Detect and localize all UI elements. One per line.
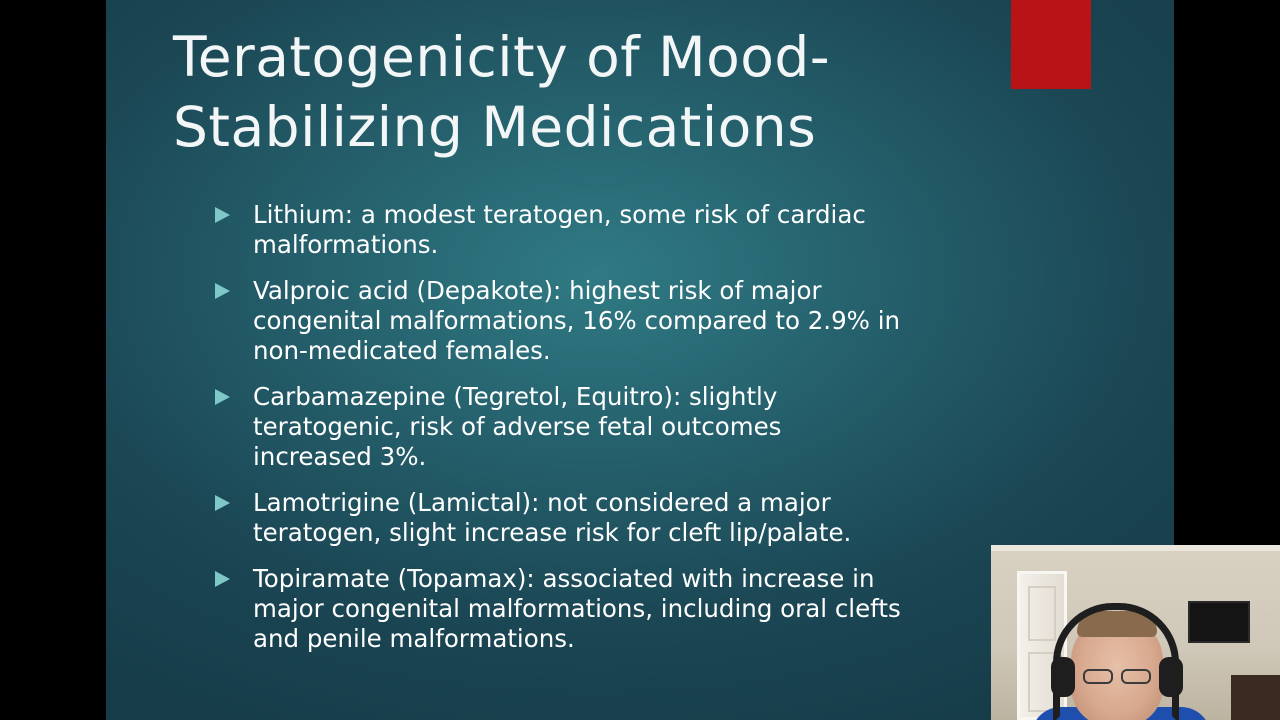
bullet-text-line: Topiramate (Topamax): associated with increase in: [253, 564, 875, 593]
bullet-arrow-icon: [215, 207, 230, 223]
bullet-arrow-icon: [215, 571, 230, 587]
webcam-ceiling: [991, 545, 1280, 551]
bullet-text-line: congenital malformations, 16% compared to 2.9% in: [253, 306, 901, 335]
bullet-arrow-icon: [215, 495, 230, 511]
webcam-wall-tv: [1188, 601, 1250, 643]
bullet-text-line: malformations.: [253, 230, 439, 259]
bullet-item-carbamazepine: [213, 382, 983, 472]
bullet-text-line: and penile malformations.: [253, 624, 575, 653]
webcam-overlay: [991, 545, 1280, 720]
webcam-door-panel: [1028, 586, 1056, 641]
bullet-text-line: major congenital malformations, including oral clefts: [253, 594, 901, 623]
bullet-item-lithium: [213, 200, 983, 260]
bullet-text-line: teratogenic, risk of adverse fetal outcomes: [253, 412, 782, 441]
red-accent-square: [1011, 0, 1091, 89]
bullet-list: [213, 200, 983, 670]
bullet-text-line: Carbamazepine (Tegretol, Equitro): slightly: [253, 382, 778, 411]
bullet-text-line: non-medicated females.: [253, 336, 551, 365]
bullet-item-lamotrigine: [213, 488, 983, 548]
headset-earcup-right: [1159, 657, 1183, 697]
bullet-text-line: Lithium: a modest teratogen, some risk of cardiac: [253, 200, 866, 229]
bullet-item-topiramate: [213, 564, 983, 654]
bullet-text-line: teratogen, slight increase risk for cleft lip/palate.: [253, 518, 852, 547]
bullet-item-valproic-acid: [213, 276, 983, 366]
bullet-arrow-icon: [215, 283, 230, 299]
slide-title: [173, 22, 993, 162]
webcam-cabinet: [1231, 675, 1280, 720]
bullet-text-line: Lamotrigine (Lamictal): not considered a major: [253, 488, 831, 517]
slide-title-line-1: Teratogenicity of Mood-: [173, 25, 831, 89]
bullet-text-line: increased 3%.: [253, 442, 427, 471]
bullet-arrow-icon: [215, 389, 230, 405]
slide-title-line-2: Stabilizing Medications: [173, 95, 817, 159]
headset-earcup-left: [1051, 657, 1075, 697]
bullet-text-line: Valproic acid (Depakote): highest risk of major: [253, 276, 822, 305]
